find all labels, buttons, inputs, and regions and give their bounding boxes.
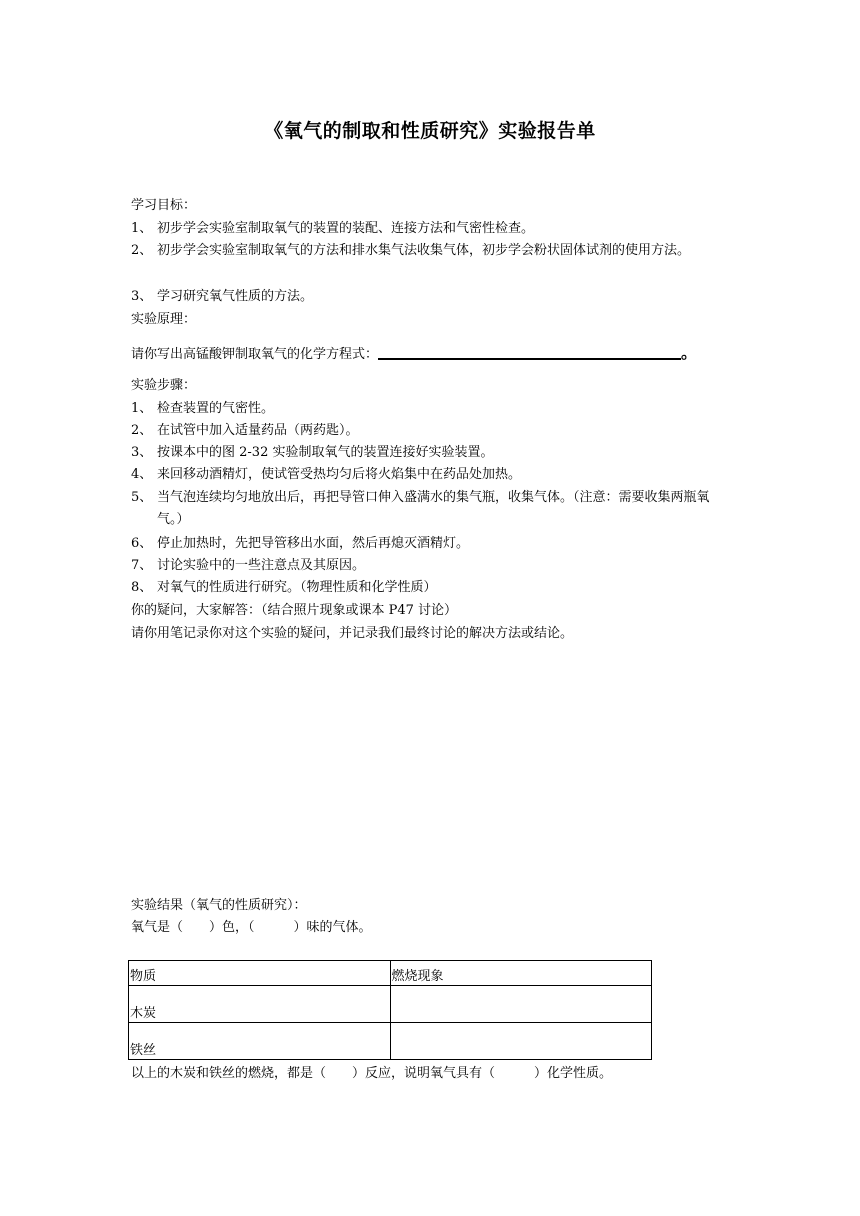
item-text: 停止加热时，先把导管移出水面，然后再熄灭酒精灯。 bbox=[157, 536, 470, 551]
item-number: 2、 bbox=[131, 423, 153, 438]
conclusion-sentence: 以上的木炭和铁丝的燃烧，都是（ ）反应，说明氧气具有（ ）化学性质。 bbox=[131, 1066, 613, 1081]
step-item bbox=[131, 487, 731, 530]
item-number: 3、 bbox=[131, 445, 153, 460]
questions-line: 你的疑问，大家解答：（结合照片现象或课本 P47 讨论） bbox=[131, 603, 458, 618]
equation-prompt: 请你写出高锰酸钾制取氧气的化学方程式： bbox=[131, 347, 379, 362]
step-item bbox=[131, 442, 731, 464]
item-text: 初步学会实验室制取氧气的装置的装配、连接方法和气密性检查。 bbox=[157, 221, 535, 236]
step-item bbox=[131, 464, 731, 486]
item-number: 3、 bbox=[131, 289, 153, 304]
item-text: 对氧气的性质进行研究。（物理性质和化学性质） bbox=[157, 580, 437, 595]
equation-answer-blank[interactable] bbox=[378, 344, 681, 360]
item-text: 在试管中加入适量药品（两药匙）。 bbox=[157, 423, 359, 438]
item-text: 检查装置的气密性。 bbox=[157, 401, 275, 416]
combustion-table bbox=[128, 960, 652, 1060]
equation-end-mark: 。 bbox=[681, 343, 698, 362]
item-number: 4、 bbox=[131, 467, 153, 482]
step-item bbox=[131, 577, 731, 599]
phenomenon-cell[interactable] bbox=[390, 986, 652, 1023]
item-text: 来回移动酒精灯，使试管受热均匀后将火焰集中在药品处加热。 bbox=[157, 467, 522, 482]
table-row bbox=[129, 986, 652, 1023]
step-item bbox=[131, 555, 731, 577]
column-header-phenomenon: 燃烧现象 bbox=[390, 961, 652, 986]
item-number: 7、 bbox=[131, 558, 153, 573]
table-header-row bbox=[129, 961, 652, 986]
page-title: 《氧气的制取和性质研究》实验报告单 bbox=[264, 120, 596, 142]
item-number: 1、 bbox=[131, 221, 153, 236]
oxygen-color-odor-sentence: 氧气是（ ）色，（ ）味的气体。 bbox=[131, 920, 372, 935]
substance-cell: 木炭 bbox=[129, 986, 391, 1023]
results-heading: 实验结果（氧气的性质研究）： bbox=[131, 898, 307, 913]
item-text: 按课本中的图 2-32 实验制取氧气的装置连接好实验装置。 bbox=[157, 445, 494, 460]
item-text: 初步学会实验室制取氧气的方法和排水集气法收集气体，初步学会粉状固体试剂的使用方法。 bbox=[157, 243, 691, 258]
equation-prompt-line bbox=[131, 343, 697, 365]
item-text: 学习研究氧气性质的方法。 bbox=[157, 289, 314, 304]
item-number: 8、 bbox=[131, 580, 153, 595]
step-item bbox=[131, 420, 731, 442]
phenomenon-cell[interactable] bbox=[390, 1023, 652, 1060]
item-number: 1、 bbox=[131, 401, 153, 416]
questions-instruction: 请你用笔记录你对这个实验的疑问，并记录我们最终讨论的解决方法或结论。 bbox=[131, 626, 574, 641]
item-number: 2、 bbox=[131, 243, 153, 258]
step-item bbox=[131, 398, 731, 420]
substance-cell: 铁丝 bbox=[129, 1023, 391, 1060]
column-header-substance: 物质 bbox=[129, 961, 391, 986]
steps-heading: 实验步骤： bbox=[131, 378, 197, 393]
table-row bbox=[129, 1023, 652, 1060]
item-number: 6、 bbox=[131, 536, 153, 551]
item-text: 讨论实验中的一些注意点及其原因。 bbox=[157, 558, 366, 573]
principle-heading: 实验原理： bbox=[131, 312, 197, 327]
item-text: 当气泡连续均匀地放出后，再把导管口伸入盛满水的集气瓶，收集气体。（注意：需要收集两瓶氧气。） bbox=[157, 490, 710, 527]
objectives-heading: 学习目标： bbox=[131, 198, 197, 213]
objective-item bbox=[131, 218, 731, 240]
objective-item bbox=[131, 286, 731, 308]
objective-item bbox=[131, 240, 731, 262]
item-number: 5、 bbox=[131, 490, 153, 505]
step-item bbox=[131, 533, 731, 555]
